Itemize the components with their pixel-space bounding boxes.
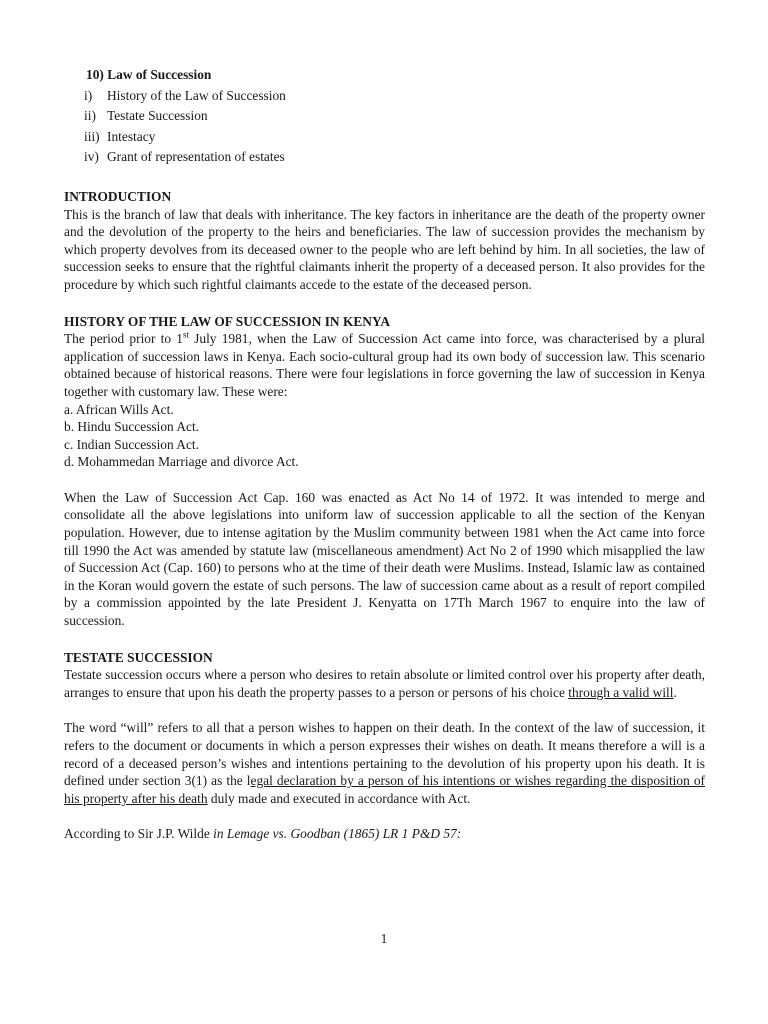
outline-item — [64, 86, 705, 107]
testate-paragraph-1 — [64, 666, 705, 701]
legislation-list — [64, 401, 705, 471]
introduction-section — [64, 188, 705, 294]
outline-marker: ii) — [84, 108, 96, 124]
topic-outline — [64, 86, 705, 168]
testate-heading: TESTATE SUCCESSION — [64, 649, 213, 665]
topic-title: 10) Law of Succession — [86, 67, 212, 82]
outline-text: History of the Law of Succession — [107, 87, 286, 103]
underlined-phrase: through a valid will — [568, 684, 674, 700]
history-section — [64, 313, 705, 630]
outline-text: Testate Succession — [107, 108, 208, 124]
document-page — [64, 66, 705, 843]
testate-section — [64, 649, 705, 843]
outline-text: Grant of representation of estates — [107, 149, 285, 165]
outline-item — [64, 106, 705, 127]
legislation-item: d. Mohammedan Marriage and divorce Act. — [64, 454, 299, 470]
testate-paragraph-3 — [64, 825, 705, 843]
history-paragraph-2: When the Law of Succession Act Cap. 160 was enacted as Act No 14 of 1972. It was intended to merge and consolidate all the above legislations into uniform law of succession applicable to all the section of the Kenyan population. However, due to intense agitation by the Muslim community between 1981 when the Act came into force till 1990 the Act was amended by statute law (miscellaneous amendment) Act No 2 of 1990 which misapplied the law of Succession Act (Cap. 160) to persons who at the time of their death were Muslims. Instead, Islamic law as contained in the Koran would govern the estate of such persons. The law of succession came about as a result of report compiled by a commission appointed by the late President J. Kenyatta on 17Th March 1967 to enquire into the law of succession. — [64, 489, 705, 629]
testate-p1-end: . — [673, 684, 677, 700]
testate-p3-start: According to Sir J.P. Wilde — [64, 826, 214, 842]
testate-p1-start: Testate succession occurs where a person who desires to retain absolute or limited control over his property after death, arranges to ensure that upon his death the property passes to a person or persons of his choice — [64, 667, 705, 700]
introduction-heading: INTRODUCTION — [64, 188, 172, 204]
outline-marker: iv) — [84, 149, 99, 165]
history-paragraph-1 — [64, 330, 705, 400]
introduction-paragraph: This is the branch of law that deals with inheritance. The key factors in inheritance are the death of the property owner and the devolution of the property to the heirs and beneficiaries. The law of succession provides the mechanism by which property devolves from its deceased owner to the people who are left behind by him. In all societies, the law of succession seeks to ensure that the rightful claimants inherit the property of a deceased person. It also provides for the procedure by which such rightful claimants accede to the estate of the deceased person. — [64, 206, 705, 292]
history-heading: HISTORY OF THE LAW OF SUCCESSION IN KENYA — [64, 313, 391, 329]
outline-marker: iii) — [84, 128, 100, 144]
outline-item — [64, 127, 705, 148]
outline-item — [64, 147, 705, 168]
testate-paragraph-2 — [64, 719, 705, 807]
testate-p2-start: The word “will” refers to all that a person wishes to happen on their death. In the context of the law of succession, it refers to the document or documents in which a person expresses their wishes on death. It means therefore a will is a record of a deceased person’s wishes and intentions pertaining to the devolution of his property upon his death. It is defined under section 3(1) as the l — [64, 720, 705, 789]
page-number: 1 — [380, 931, 388, 946]
legislation-item: b. Hindu Succession Act. — [64, 419, 200, 435]
testate-p2-end: duly made and executed in accordance with Act. — [207, 790, 471, 806]
ordinal-suffix: st — [182, 329, 189, 340]
outline-text: Intestacy — [107, 128, 156, 144]
legislation-item: c. Indian Succession Act. — [64, 436, 199, 452]
history-p1-start: The period prior to 1 — [64, 331, 183, 347]
case-citation: in Lemage vs. Goodban (1865) LR 1 P&D 57: — [213, 826, 462, 842]
underlined-definition: egal declaration by a person of his intentions or wishes regarding the disposition of his property after his death — [64, 773, 705, 806]
legislation-item: a. African Wills Act. — [64, 401, 174, 417]
outline-marker: i) — [84, 87, 93, 103]
history-p1-rest: July 1981, when the Law of Succession Act came into force, was characterised by a plural application of succession laws in Kenya. Each socio-cultural group had its own body of succession law. This scenario obtained because of historical reasons. There were four legislations in force governing the law of succession in Kenya together with customary law. These were: — [64, 331, 705, 399]
